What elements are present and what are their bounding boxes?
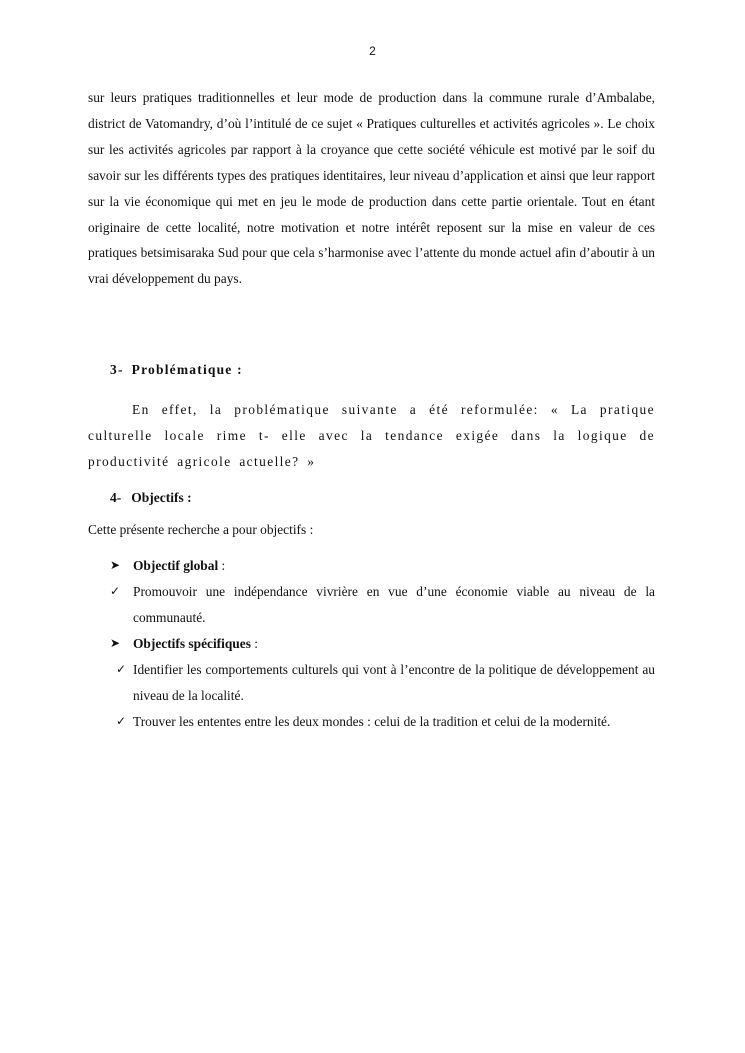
list-item-global-goal [110, 579, 655, 631]
list-item-specific-goal [116, 709, 655, 735]
objectif-global-suffix: : [218, 558, 226, 573]
objectifs-intro: Cette présente recherche a pour objectifs : [88, 522, 314, 537]
section-heading-objectifs [110, 490, 192, 506]
specific-goal-text: Trouver les ententes entre les deux mondes : celui de la tradition et celui de la modernité. [133, 714, 611, 729]
objectifs-specifiques-label: Objectifs spécifiques [133, 636, 251, 651]
arrow-bullet-icon: ➤ [110, 558, 121, 572]
global-goal-text: Promouvoir une indépendance vivrière en vue d’une économie viable au niveau de la communauté. [133, 584, 655, 625]
section-heading-problematique [110, 362, 243, 378]
specific-goal-text: Identifier les comportements culturels qui vont à l’encontre de la politique de développement au niveau de la localité. [133, 662, 655, 703]
checkmark-icon: ✓ [110, 584, 121, 598]
arrow-bullet-icon: ➤ [110, 636, 121, 650]
section-title: Problématique : [131, 362, 243, 377]
checkmark-icon: ✓ [116, 662, 127, 676]
list-item-objectif-global [110, 553, 655, 579]
problematique-text: En effet, la problématique suivante a été reformulée: « La pratique culturelle locale rime t- elle avec la tendance exigée dans la logique de productivité agricole actuelle? » [88, 402, 655, 469]
section-number: 4- [110, 490, 122, 505]
checkmark-icon: ✓ [116, 714, 127, 728]
intro-paragraph: sur leurs pratiques traditionnelles et leur mode de production dans la commune rurale d’Ambalabe, district de Vatomandry, d’où l’intitulé de ce sujet « Pratiques culturelles et activités agricoles ». Le choix sur les activités agricoles par rapport à la croyance que cette société véhicule est motivé par le soif du savoir sur les différents types des pratiques identitaires, leur niveau d’application et ainsi que leur rapport sur la vie économique qui met en jeu le mode de production dans cette partie orientale. Tout en étant originaire de cette localité, notre motivation et notre intérêt reposent sur la mise en valeur de ces pratiques betsimisaraka Sud pour que cela s’harmonise avec l’attente du monde actuel afin d’aboutir à un vrai développement du pays. [88, 90, 655, 287]
objectif-global-label: Objectif global [133, 558, 219, 573]
problematique-paragraph [88, 397, 655, 475]
list-item-specific-goal [116, 657, 655, 709]
list-item-objectifs-specifiques [110, 631, 655, 657]
section-number: 3- [110, 362, 124, 377]
objectifs-specifiques-suffix: : [250, 636, 258, 651]
page-number: 2 [369, 44, 376, 58]
section-title: Objectifs : [131, 490, 192, 505]
